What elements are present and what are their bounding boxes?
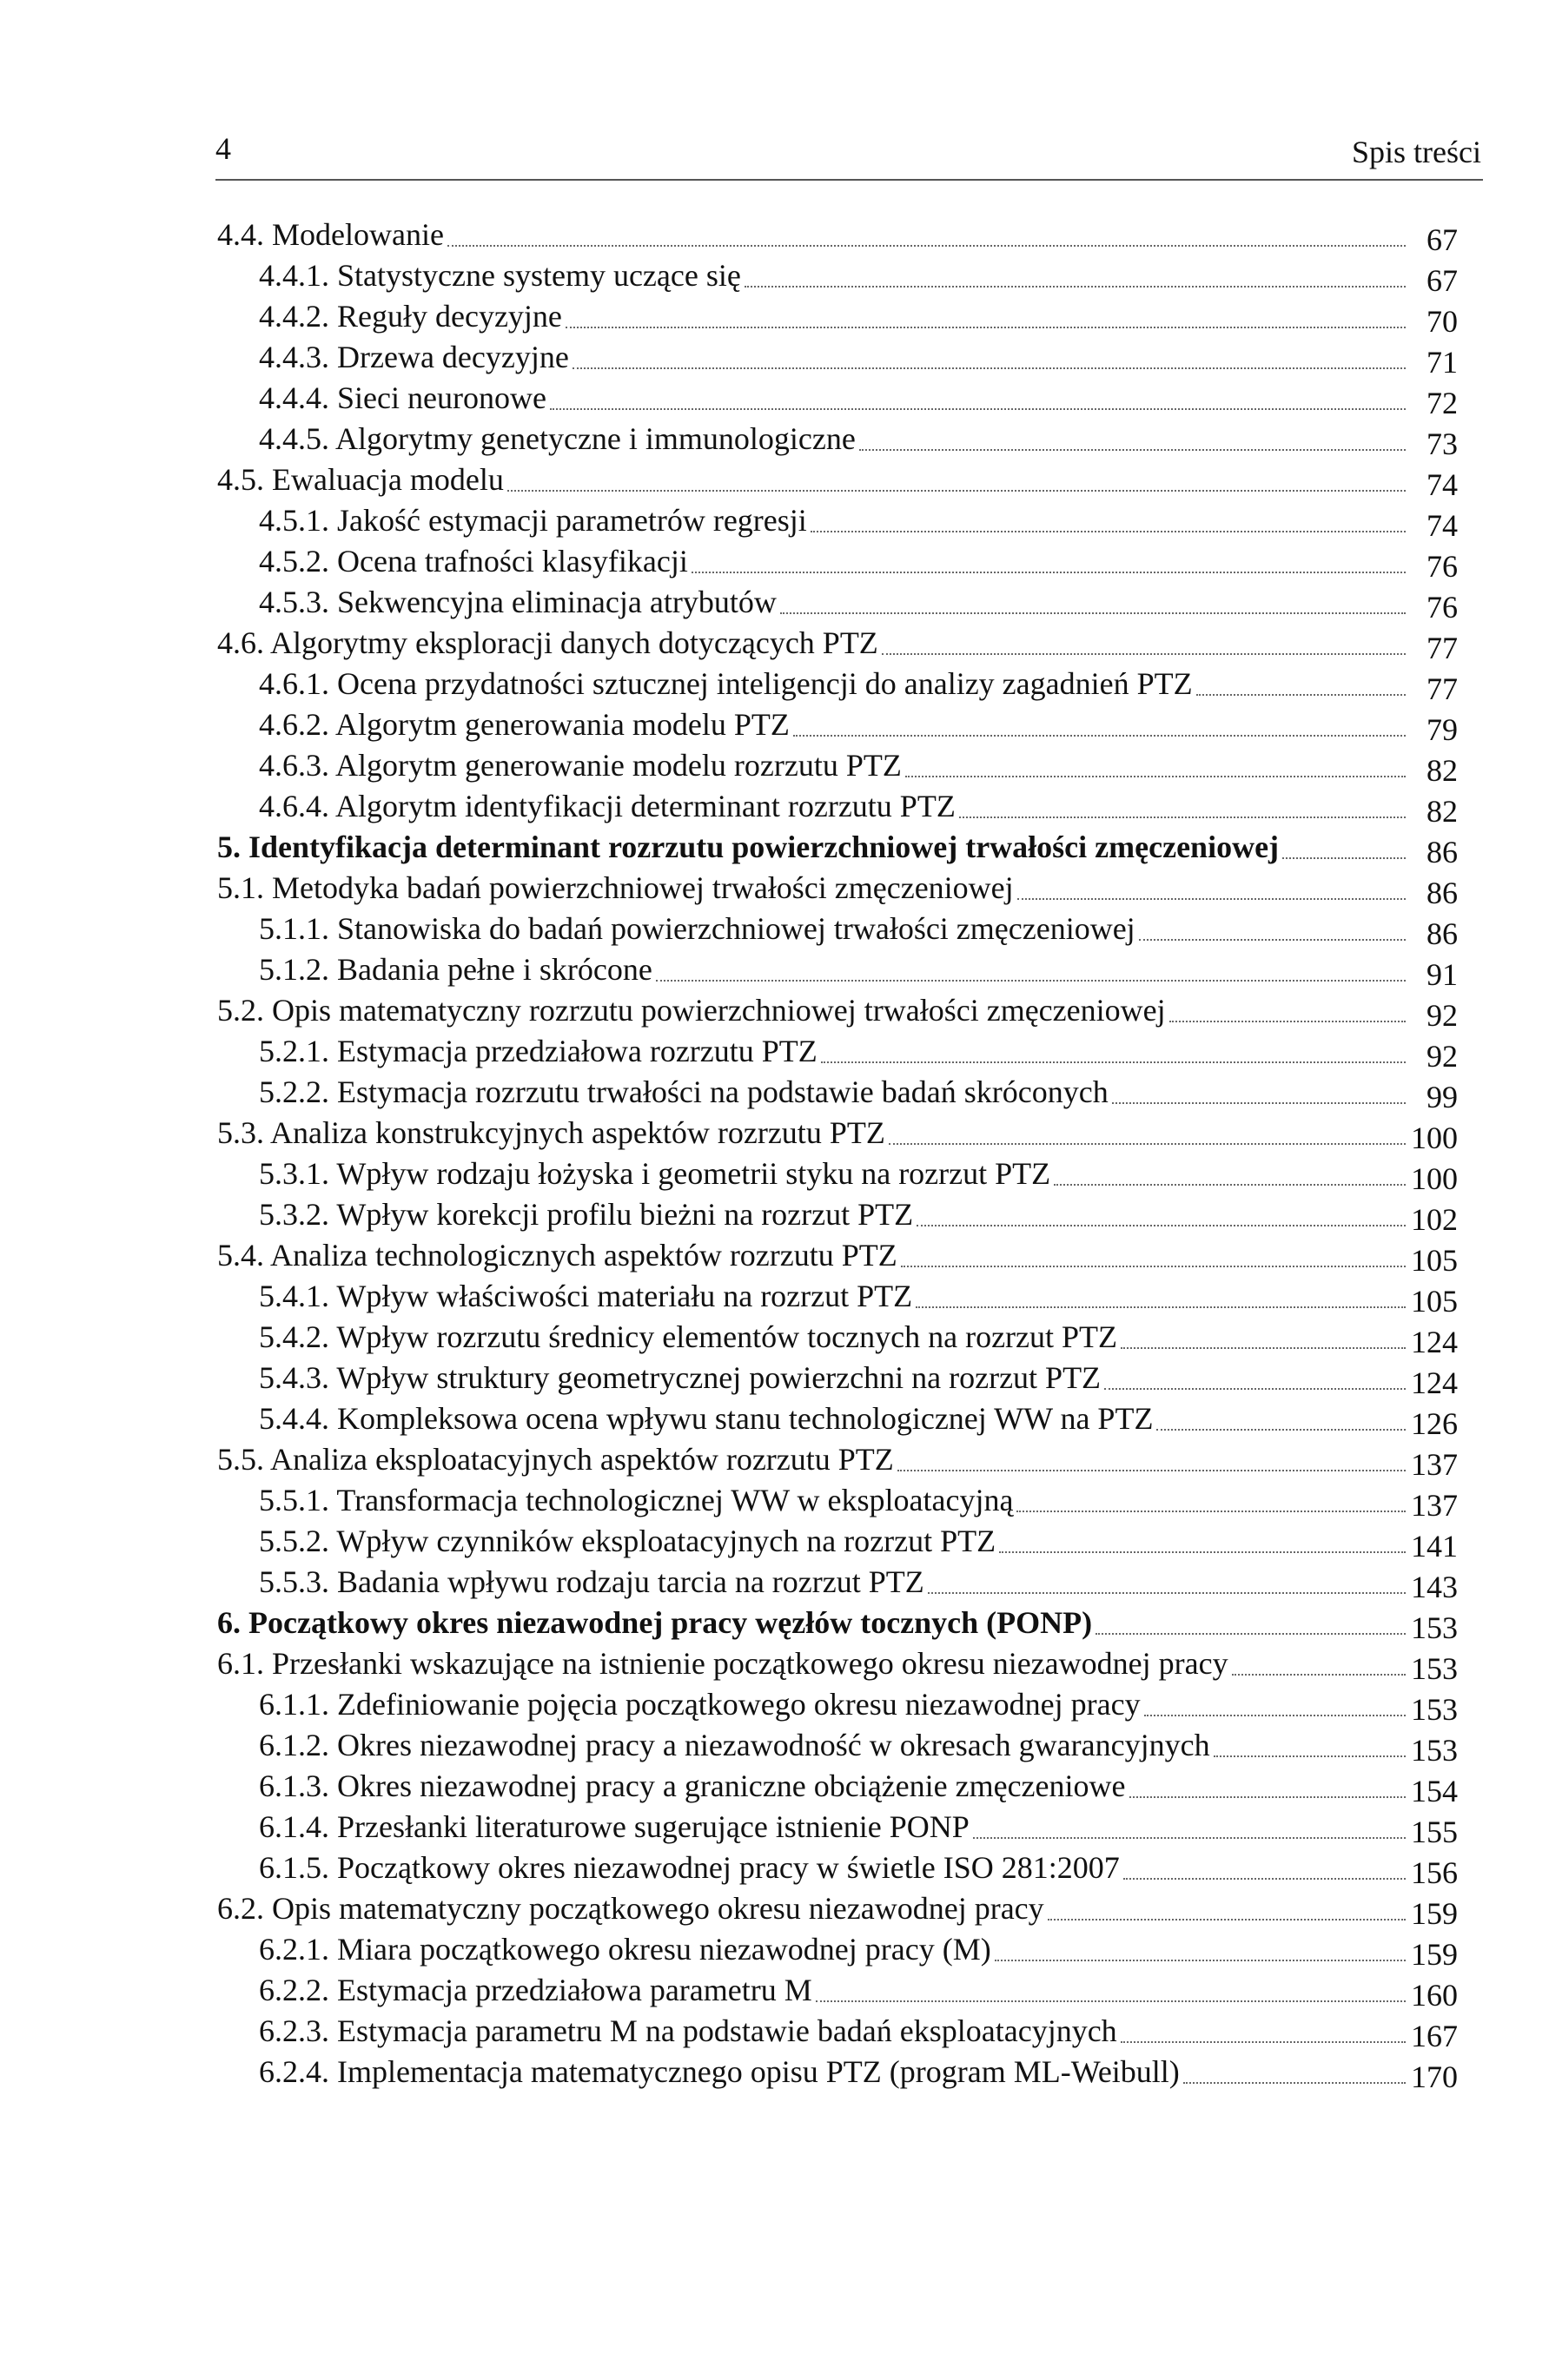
toc-chapter-entry — [217, 1603, 1458, 1643]
toc-entry — [217, 1929, 1458, 1970]
entry-title: 6.1.1. Zdefiniowanie pojęcia początkowego okresu niezawodnej pracy — [259, 1687, 1141, 1722]
dot-leader — [1048, 1919, 1406, 1921]
entry-title: 4.6.1. Ocena przydatności sztucznej inteligencji do analizy zagadnień PTZ — [259, 666, 1193, 701]
entry-title: 4.4.2. Reguły decyzyjne — [259, 299, 562, 334]
entry-page-number: 72 — [1427, 386, 1458, 420]
entry-title: 5.2.2. Estymacja rozrzutu trwałości na podstawie badań skróconych — [259, 1074, 1109, 1109]
entry-title: 5.4.1. Wpływ właściwości materiału na rozrzut PTZ — [259, 1279, 913, 1313]
entry-title: 5.3.2. Wpływ korekcji profilu bieżni na rozrzut PTZ — [259, 1197, 914, 1232]
entry-page-number: 153 — [1411, 1733, 1458, 1768]
toc-entry — [217, 1398, 1458, 1439]
dot-leader — [999, 1551, 1406, 1553]
entry-page-number: 153 — [1411, 1692, 1458, 1727]
toc-entry — [217, 1684, 1458, 1725]
entry-title: 6.1.5. Początkowy okres niezawodnej pracy w świetle ISO 281:2007 — [259, 1850, 1120, 1885]
entry-page-number: 82 — [1427, 753, 1458, 788]
dot-leader — [1104, 1388, 1406, 1390]
toc-entry — [217, 2011, 1458, 2052]
entry-title: 4.4.1. Statystyczne systemy uczące się — [259, 258, 741, 293]
toc-entry — [217, 786, 1458, 827]
entry-title: 5.5. Analiza eksploatacyjnych aspektów rozrzutu PTZ — [217, 1442, 894, 1477]
entry-page-number: 77 — [1427, 631, 1458, 665]
entry-title: 6.2.2. Estymacja przedziałowa parametru M — [259, 1973, 812, 2007]
toc-entry — [217, 1643, 1458, 1684]
dot-leader — [917, 1225, 1406, 1226]
dot-leader — [1123, 1878, 1406, 1880]
entry-page-number: 153 — [1411, 1651, 1458, 1686]
entry-title: 5.2. Opis matematyczny rozrzutu powierzchniowej trwałości zmęczeniowej — [217, 993, 1166, 1028]
toc-entry — [217, 1276, 1458, 1317]
entry-title: 5.3.1. Wpływ rodzaju łożyska i geometrii styku na rozrzut PTZ — [259, 1156, 1051, 1191]
toc-entry — [217, 745, 1458, 786]
entry-page-number: 160 — [1411, 1978, 1458, 2013]
dot-leader — [1183, 2082, 1406, 2084]
toc-entry — [217, 664, 1458, 704]
dot-leader — [916, 1306, 1406, 1308]
entry-page-number: 156 — [1411, 1855, 1458, 1890]
header-rule — [215, 179, 1483, 181]
entry-page-number: 67 — [1427, 263, 1458, 298]
dot-leader — [550, 408, 1406, 410]
entry-page-number: 70 — [1427, 304, 1458, 339]
toc-entry — [217, 1154, 1458, 1194]
toc-entry — [217, 500, 1458, 541]
entry-title: 4.5.3. Sekwencyjna eliminacja atrybutów — [259, 585, 777, 619]
entry-title: 4.6.3. Algorytm generowanie modelu rozrzutu PTZ — [259, 748, 902, 783]
toc-entry — [217, 378, 1458, 419]
toc-entry — [217, 1194, 1458, 1235]
toc-entry — [217, 623, 1458, 664]
toc-entry — [217, 541, 1458, 582]
toc-entry — [217, 1725, 1458, 1766]
entry-title: 5.1.1. Stanowiska do badań powierzchniowej trwałości zmęczeniowej — [259, 911, 1135, 946]
toc-entry — [217, 296, 1458, 337]
entry-page-number: 73 — [1427, 426, 1458, 461]
entry-title: 5.1.2. Badania pełne i skrócone — [259, 952, 652, 987]
dot-leader — [901, 1266, 1406, 1267]
toc-entry — [217, 1888, 1458, 1929]
dot-leader — [507, 490, 1406, 492]
dot-leader — [1232, 1674, 1406, 1676]
entry-title: 6.1.2. Okres niezawodnej pracy a niezawodność w okresach gwarancyjnych — [259, 1728, 1210, 1762]
entry-page-number: 86 — [1427, 835, 1458, 869]
entry-title: 5.1. Metodyka badań powierzchniowej trwałości zmęczeniowej — [217, 870, 1014, 905]
entry-page-number: 137 — [1411, 1488, 1458, 1523]
dot-leader — [1144, 1715, 1406, 1716]
entry-page-number: 71 — [1427, 345, 1458, 380]
entry-title: 6.2.1. Miara początkowego okresu niezawodnej pracy (M) — [259, 1932, 991, 1967]
dot-leader — [692, 572, 1406, 573]
toc-entry — [217, 1113, 1458, 1154]
dot-leader — [1017, 898, 1406, 900]
toc-entry — [217, 1072, 1458, 1113]
dot-leader — [1054, 1184, 1406, 1186]
dot-leader — [1282, 857, 1406, 859]
entry-title: 6.2.4. Implementacja matematycznego opisu PTZ (program ML-Weibull) — [259, 2054, 1180, 2089]
toc-entry — [217, 1807, 1458, 1848]
toc-entry — [217, 1480, 1458, 1521]
entry-title: 4.4.3. Drzewa decyzyjne — [259, 340, 569, 374]
toc-entry — [217, 909, 1458, 949]
entry-page-number: 92 — [1427, 1039, 1458, 1074]
entry-page-number: 76 — [1427, 549, 1458, 584]
dot-leader — [1214, 1755, 1406, 1757]
dot-leader — [1121, 2041, 1406, 2043]
entry-page-number: 105 — [1411, 1243, 1458, 1278]
dot-leader — [447, 245, 1406, 247]
entry-title: 4.4.4. Sieci neuronowe — [259, 380, 546, 415]
entry-title: 6.1. Przesłanki wskazujące na istnienie początkowego okresu niezawodnej pracy — [217, 1646, 1228, 1681]
entry-title: 6.2.3. Estymacja parametru M na podstawie badań eksploatacyjnych — [259, 2013, 1117, 2048]
entry-title: 5.2.1. Estymacja przedziałowa rozrzutu PTZ — [259, 1034, 818, 1068]
entry-title: 5.3. Analiza konstrukcyjnych aspektów rozrzutu PTZ — [217, 1115, 885, 1150]
entry-page-number: 67 — [1427, 222, 1458, 257]
entry-title: 6.1.4. Przesłanki literaturowe sugerujące istnienie PONP — [259, 1809, 970, 1844]
entry-page-number: 159 — [1411, 1896, 1458, 1931]
entry-page-number: 153 — [1411, 1610, 1458, 1645]
toc-entry — [217, 1235, 1458, 1276]
toc-entry — [217, 419, 1458, 459]
entry-page-number: 74 — [1427, 508, 1458, 543]
entry-title: 4.4. Modelowanie — [217, 217, 444, 252]
entry-title: 6.1.3. Okres niezawodnej pracy a graniczne obciążenie zmęczeniowe — [259, 1768, 1126, 1803]
entry-title: 5. Identyfikacja determinant rozrzutu powierzchniowej trwałości zmęczeniowej — [217, 830, 1280, 864]
toc-entry — [217, 1317, 1458, 1358]
dot-leader — [821, 1061, 1406, 1063]
entry-page-number: 86 — [1427, 916, 1458, 951]
dot-leader — [1196, 694, 1406, 696]
entry-title: 4.5. Ewaluacja modelu — [217, 462, 504, 497]
toc-chapter-entry — [217, 827, 1458, 868]
entry-page-number: 100 — [1411, 1121, 1458, 1155]
entry-page-number: 124 — [1411, 1325, 1458, 1359]
dot-leader — [1121, 1347, 1406, 1349]
entry-page-number: 99 — [1427, 1080, 1458, 1114]
entry-title: 5.5.1. Transformacja technologicznej WW w eksploatacyjną — [259, 1483, 1014, 1517]
entry-title: 6. Początkowy okres niezawodnej pracy węzłów tocznych (PONP) — [217, 1605, 1093, 1640]
dot-leader — [1139, 939, 1406, 941]
dot-leader — [859, 449, 1406, 451]
toc-entry — [217, 337, 1458, 378]
dot-leader — [889, 1143, 1406, 1145]
dot-leader — [745, 286, 1406, 288]
dot-leader — [780, 612, 1406, 614]
toc-entry — [217, 949, 1458, 990]
toc-entry — [217, 1031, 1458, 1072]
dot-leader — [897, 1470, 1406, 1471]
dot-leader — [959, 816, 1406, 818]
entry-title: 5.5.2. Wpływ czynników eksploatacyjnych na rozrzut PTZ — [259, 1524, 996, 1558]
entry-title: 4.4.5. Algorytmy genetyczne i immunologiczne — [259, 421, 856, 456]
entry-title: 4.6.4. Algorytm identyfikacji determinant rozrzutu PTZ — [259, 789, 956, 823]
page-number: 4 — [215, 131, 231, 166]
entry-page-number: 137 — [1411, 1447, 1458, 1482]
entry-page-number: 159 — [1411, 1937, 1458, 1972]
entry-page-number: 105 — [1411, 1284, 1458, 1319]
toc-entry — [217, 2052, 1458, 2092]
toc-entry — [217, 990, 1458, 1031]
entry-page-number: 100 — [1411, 1161, 1458, 1196]
entry-title: 4.6.2. Algorytm generowania modelu PTZ — [259, 707, 790, 742]
entry-page-number: 92 — [1427, 998, 1458, 1033]
entry-page-number: 167 — [1411, 2019, 1458, 2053]
entry-page-number: 74 — [1427, 467, 1458, 502]
toc-entry — [217, 1562, 1458, 1603]
entry-page-number: 143 — [1411, 1570, 1458, 1604]
dot-leader — [811, 531, 1406, 532]
entry-page-number: 154 — [1411, 1774, 1458, 1808]
toc-entry — [217, 1766, 1458, 1807]
table-of-contents — [217, 215, 1458, 2092]
dot-leader — [793, 735, 1406, 737]
toc-entry — [217, 1439, 1458, 1480]
entry-title: 6.2. Opis matematyczny początkowego okresu niezawodnej pracy — [217, 1891, 1044, 1926]
dot-leader — [1096, 1633, 1406, 1635]
entry-page-number: 124 — [1411, 1365, 1458, 1400]
entry-title: 4.5.2. Ocena trafności klasyfikacji — [259, 544, 688, 578]
dot-leader — [816, 2000, 1406, 2002]
entry-page-number: 77 — [1427, 671, 1458, 706]
dot-leader — [1112, 1102, 1406, 1104]
toc-entry — [217, 1970, 1458, 2011]
dot-leader — [1156, 1429, 1406, 1431]
entry-title: 5.5.3. Badania wpływu rodzaju tarcia na rozrzut PTZ — [259, 1564, 924, 1599]
entry-title: 5.4.4. Kompleksowa ocena wpływu stanu technologicznej WW na PTZ — [259, 1401, 1154, 1436]
entry-page-number: 155 — [1411, 1815, 1458, 1849]
dot-leader — [1169, 1021, 1406, 1022]
entry-title: 4.5.1. Jakość estymacji parametrów regresji — [259, 503, 807, 538]
running-title: Spis treści — [1352, 135, 1481, 169]
entry-page-number: 126 — [1411, 1406, 1458, 1441]
entry-page-number: 82 — [1427, 794, 1458, 829]
toc-entry — [217, 1358, 1458, 1398]
entry-page-number: 76 — [1427, 590, 1458, 625]
dot-leader — [928, 1592, 1406, 1594]
dot-leader — [573, 367, 1406, 369]
entry-title: 5.4. Analiza technologicznych aspektów rozrzutu PTZ — [217, 1238, 897, 1273]
dot-leader — [1016, 1511, 1406, 1512]
dot-leader — [973, 1837, 1406, 1839]
entry-title: 5.4.2. Wpływ rozrzutu średnicy elementów tocznych na rozrzut PTZ — [259, 1319, 1118, 1354]
toc-entry — [217, 1521, 1458, 1562]
entry-page-number: 102 — [1411, 1202, 1458, 1237]
dot-leader — [995, 1960, 1406, 1961]
toc-entry — [217, 255, 1458, 296]
dot-leader — [656, 980, 1406, 982]
entry-page-number: 79 — [1427, 712, 1458, 747]
dot-leader — [566, 327, 1406, 328]
entry-title: 4.6. Algorytmy eksploracji danych dotyczących PTZ — [217, 625, 878, 660]
toc-entry — [217, 1848, 1458, 1888]
entry-page-number: 86 — [1427, 876, 1458, 910]
toc-entry — [217, 215, 1458, 255]
entry-page-number: 141 — [1411, 1529, 1458, 1564]
toc-entry — [217, 704, 1458, 745]
entry-page-number: 170 — [1411, 2059, 1458, 2094]
dot-leader — [1129, 1796, 1407, 1798]
dot-leader — [905, 776, 1406, 777]
toc-entry — [217, 459, 1458, 500]
entry-page-number: 91 — [1427, 957, 1458, 992]
toc-entry — [217, 582, 1458, 623]
dot-leader — [882, 653, 1406, 655]
entry-title: 5.4.3. Wpływ struktury geometrycznej powierzchni na rozrzut PTZ — [259, 1360, 1102, 1395]
toc-entry — [217, 868, 1458, 909]
